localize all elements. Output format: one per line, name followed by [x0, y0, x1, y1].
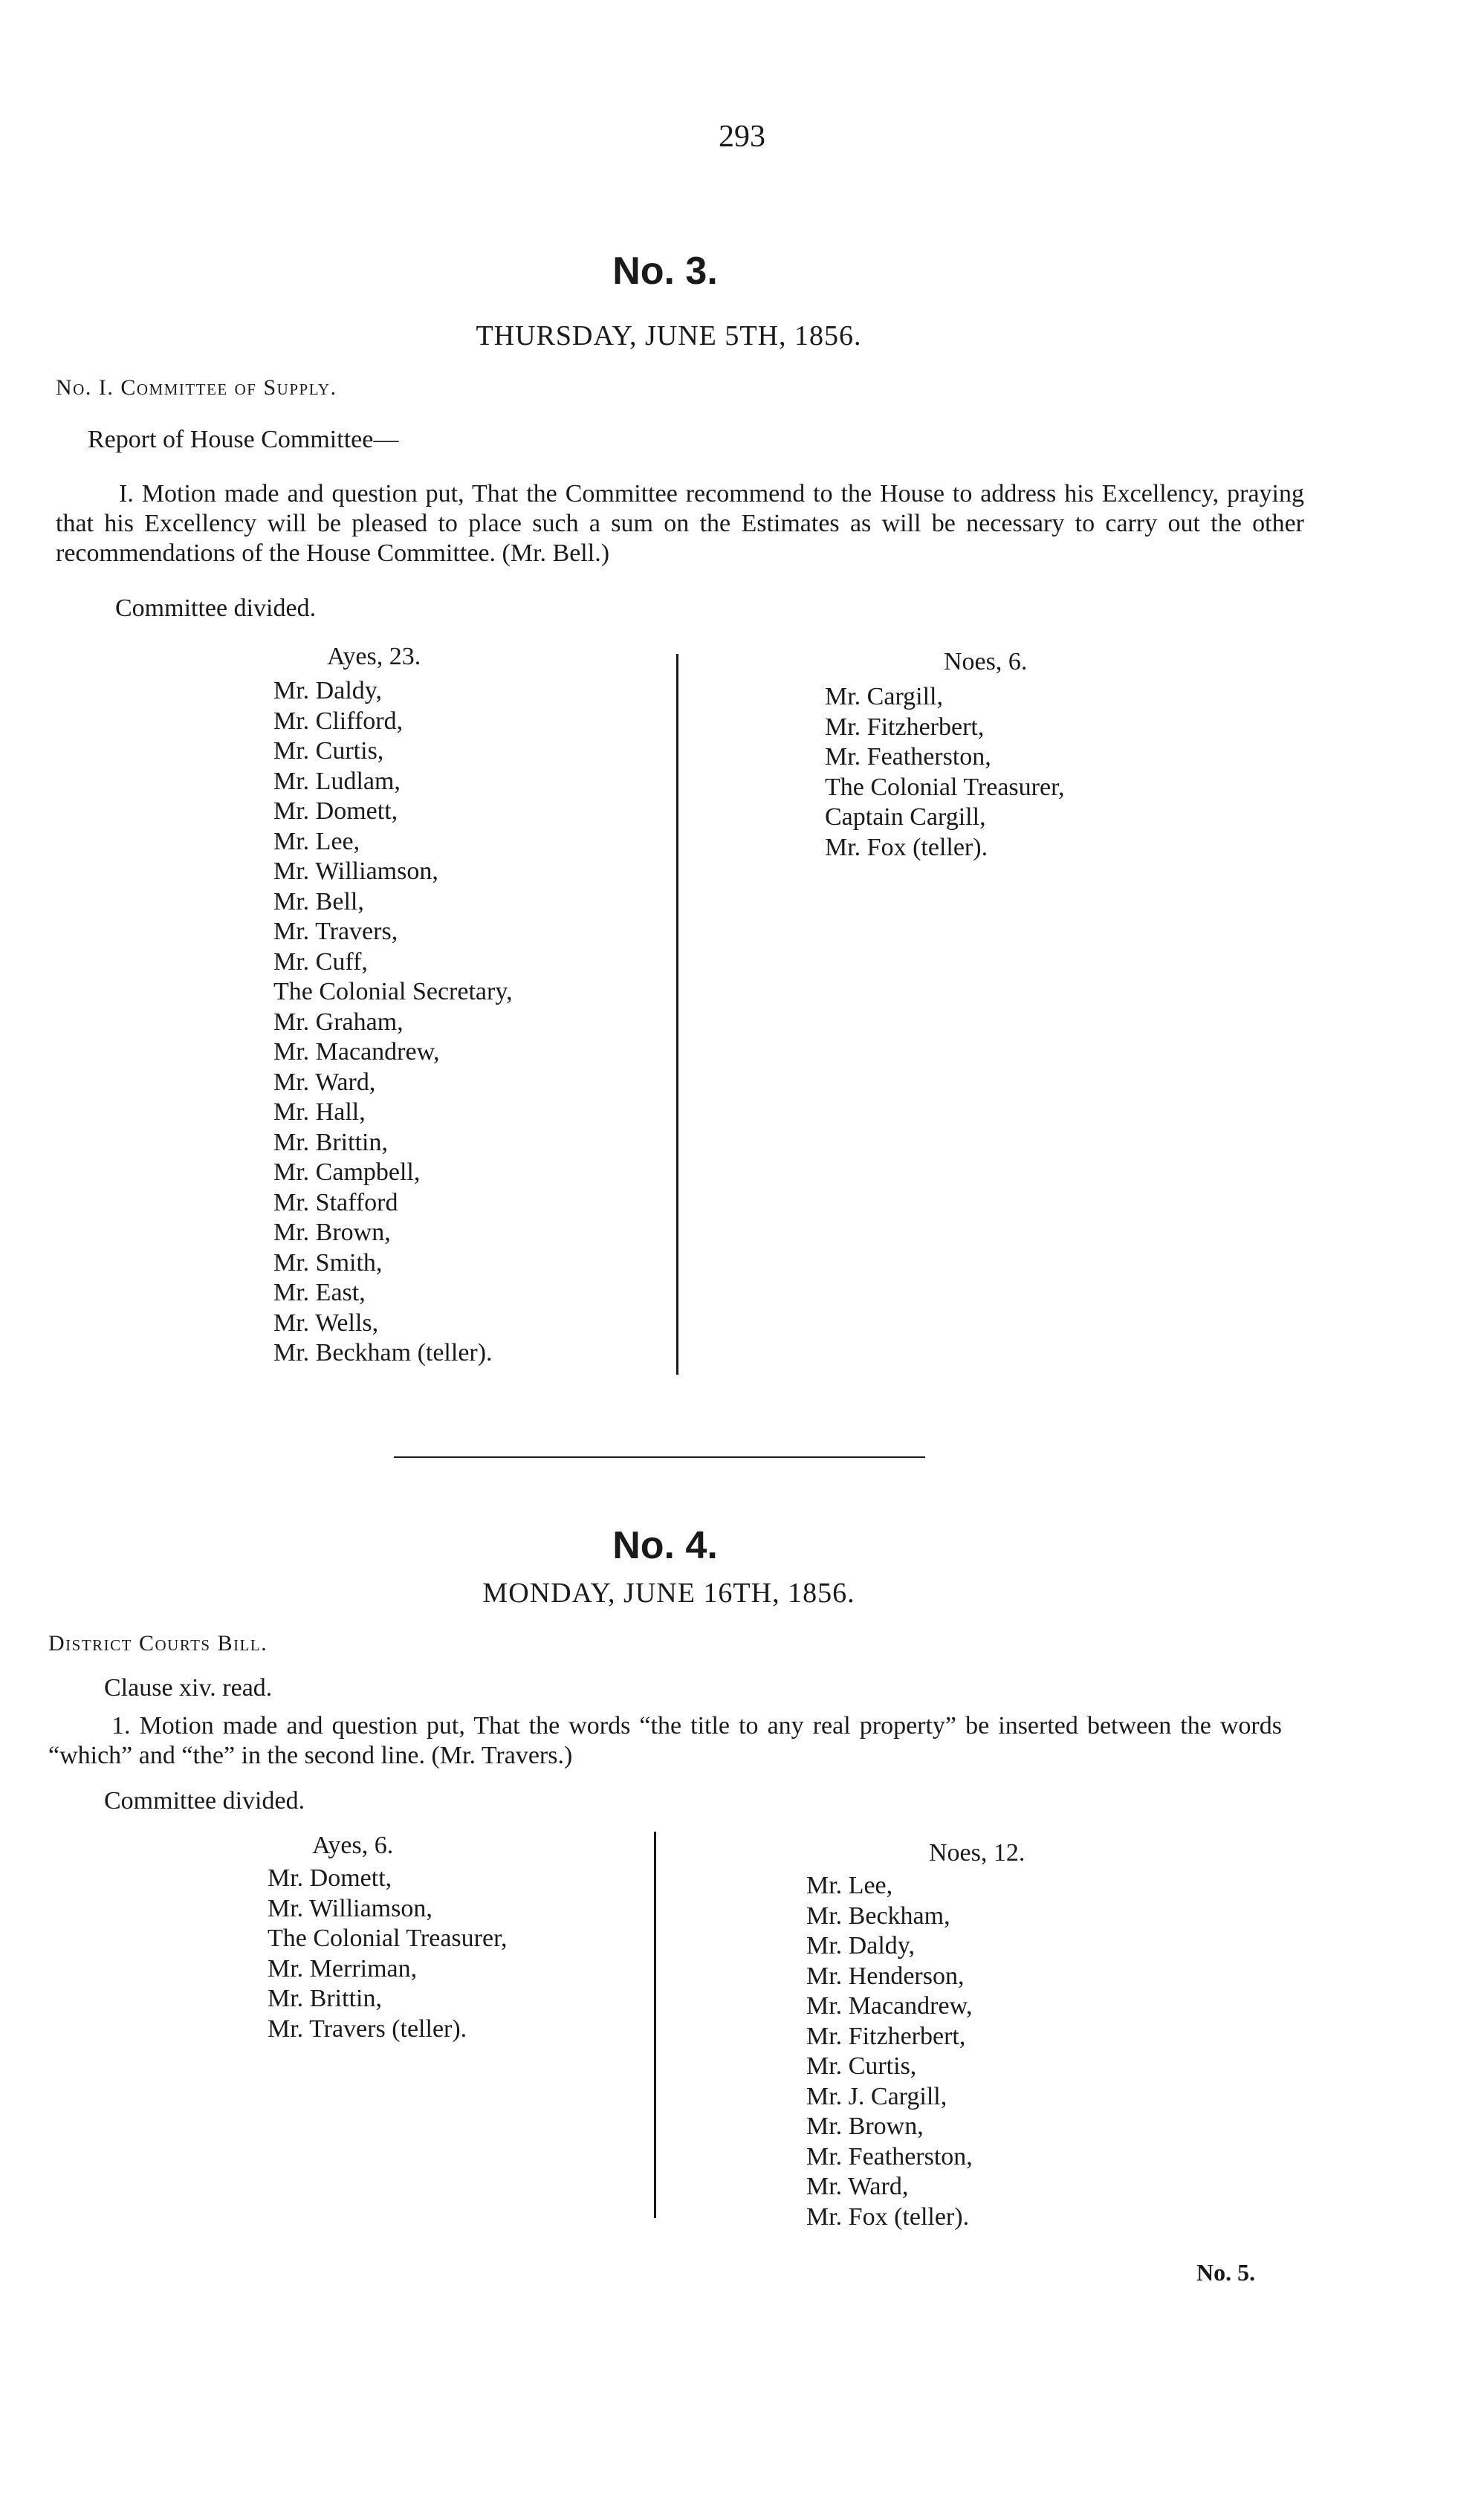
- member-name: Mr. Brown,: [806, 2113, 924, 2140]
- clause-read: Clause xiv. read.: [104, 1674, 273, 1702]
- section-number: No. 3.: [612, 250, 718, 293]
- member-name: Mr. Ward,: [273, 1068, 376, 1096]
- member-name: Mr. Brown,: [273, 1219, 391, 1246]
- ayes-list: [273, 676, 513, 1369]
- member-name: Mr. Domett,: [268, 1864, 392, 1892]
- member-name: Mr. Travers (teller).: [268, 2014, 467, 2043]
- member-name: Mr. Macandrew,: [806, 1992, 973, 2020]
- member-name: Mr. Brittin,: [268, 1985, 382, 2012]
- member-name: The Colonial Treasurer,: [825, 773, 1065, 801]
- member-name: Mr. Beckham,: [806, 1902, 950, 1930]
- noes-list: [806, 1871, 973, 2232]
- section-heading: District Courts Bill.: [48, 1631, 268, 1656]
- member-name: Mr. Henderson,: [806, 1962, 965, 1990]
- member-name: Mr. Macandrew,: [273, 1038, 440, 1066]
- member-name: Mr. Ludlam,: [273, 767, 401, 795]
- section-heading: No. I. Committee of Supply.: [56, 375, 337, 400]
- member-name: Mr. Featherston,: [806, 2142, 973, 2171]
- member-name: Mr. Fitzherbert,: [825, 713, 985, 741]
- ayes-list: [268, 1864, 508, 2044]
- member-name: Mr. Fox (teller).: [806, 2202, 970, 2231]
- section-number: No. 4.: [612, 1524, 718, 1567]
- section-date: MONDAY, JUNE 16TH, 1856.: [482, 1578, 855, 1609]
- member-name: Mr. Hall,: [273, 1098, 366, 1126]
- member-name: Mr. Domett,: [273, 797, 398, 825]
- member-name: Mr. Lee,: [273, 827, 360, 855]
- noes-list: [825, 682, 1065, 863]
- member-name: Mr. Wells,: [273, 1309, 379, 1337]
- member-name: Mr. Williamson,: [268, 1894, 432, 1922]
- member-name: Mr. Cuff,: [273, 947, 368, 976]
- column-divider: [654, 1832, 656, 2218]
- member-name: Captain Cargill,: [825, 803, 986, 831]
- member-name: Mr. Curtis,: [273, 737, 384, 765]
- motion-text: 1. Motion made and question put, That the words “the title to any real property” be inserted between the words “which” and “the” in the second line. (Mr. Travers.): [48, 1712, 1282, 1769]
- member-name: The Colonial Secretary,: [273, 978, 513, 1005]
- section-date: THURSDAY, JUNE 5TH, 1856.: [476, 320, 862, 351]
- section-divider-rule: [394, 1456, 925, 1458]
- member-name: Mr. Stafford: [273, 1188, 398, 1216]
- member-name: Mr. Fox (teller).: [825, 833, 988, 861]
- page-number: 293: [719, 120, 765, 154]
- member-name: Mr. East,: [273, 1279, 366, 1306]
- member-name: Mr. Daldy,: [273, 677, 383, 704]
- member-name: Mr. J. Cargill,: [806, 2082, 947, 2110]
- member-name: Mr. Bell,: [273, 887, 364, 915]
- member-name: Mr. Fitzherbert,: [806, 2022, 966, 2050]
- section-subheading: Report of House Committee—: [88, 426, 399, 453]
- noes-title: Noes, 12.: [929, 1839, 1025, 1867]
- member-name: Mr. Clifford,: [273, 707, 404, 735]
- noes-title: Noes, 6.: [944, 648, 1028, 675]
- committee-divided: Committee divided.: [115, 594, 317, 622]
- motion-text: I. Motion made and question put, That the Committee recommend to the House to address his Excellency, praying that his Excellency will be pleased to place such a sum on the Estimates as will be necessary to carry out the other recommendations of the House Committee. (Mr. Bell.): [56, 480, 1304, 567]
- member-name: Mr. Merriman,: [268, 1954, 418, 1983]
- member-name: The Colonial Treasurer,: [268, 1925, 508, 1952]
- member-name: Mr. Cargill,: [825, 683, 943, 710]
- member-name: Mr. Ward,: [806, 2173, 909, 2200]
- ayes-title: Ayes, 23.: [327, 643, 421, 670]
- member-name: Mr. Lee,: [806, 1872, 893, 1899]
- member-name: Mr. Smith,: [273, 1248, 383, 1277]
- member-name: Mr. Featherston,: [825, 743, 991, 771]
- member-name: Mr. Travers,: [273, 918, 398, 945]
- member-name: Mr. Daldy,: [806, 1932, 916, 1959]
- catchword: No. 5.: [1196, 2259, 1256, 2286]
- column-divider: [676, 654, 678, 1375]
- member-name: Mr. Campbell,: [273, 1158, 421, 1186]
- member-name: Mr. Brittin,: [273, 1128, 388, 1156]
- member-name: Mr. Graham,: [273, 1008, 404, 1036]
- member-name: Mr. Beckham (teller).: [273, 1339, 493, 1367]
- committee-divided: Committee divided.: [104, 1787, 305, 1815]
- member-name: Mr. Curtis,: [806, 2052, 917, 2080]
- member-name: Mr. Williamson,: [273, 858, 438, 885]
- ayes-title: Ayes, 6.: [312, 1832, 394, 1859]
